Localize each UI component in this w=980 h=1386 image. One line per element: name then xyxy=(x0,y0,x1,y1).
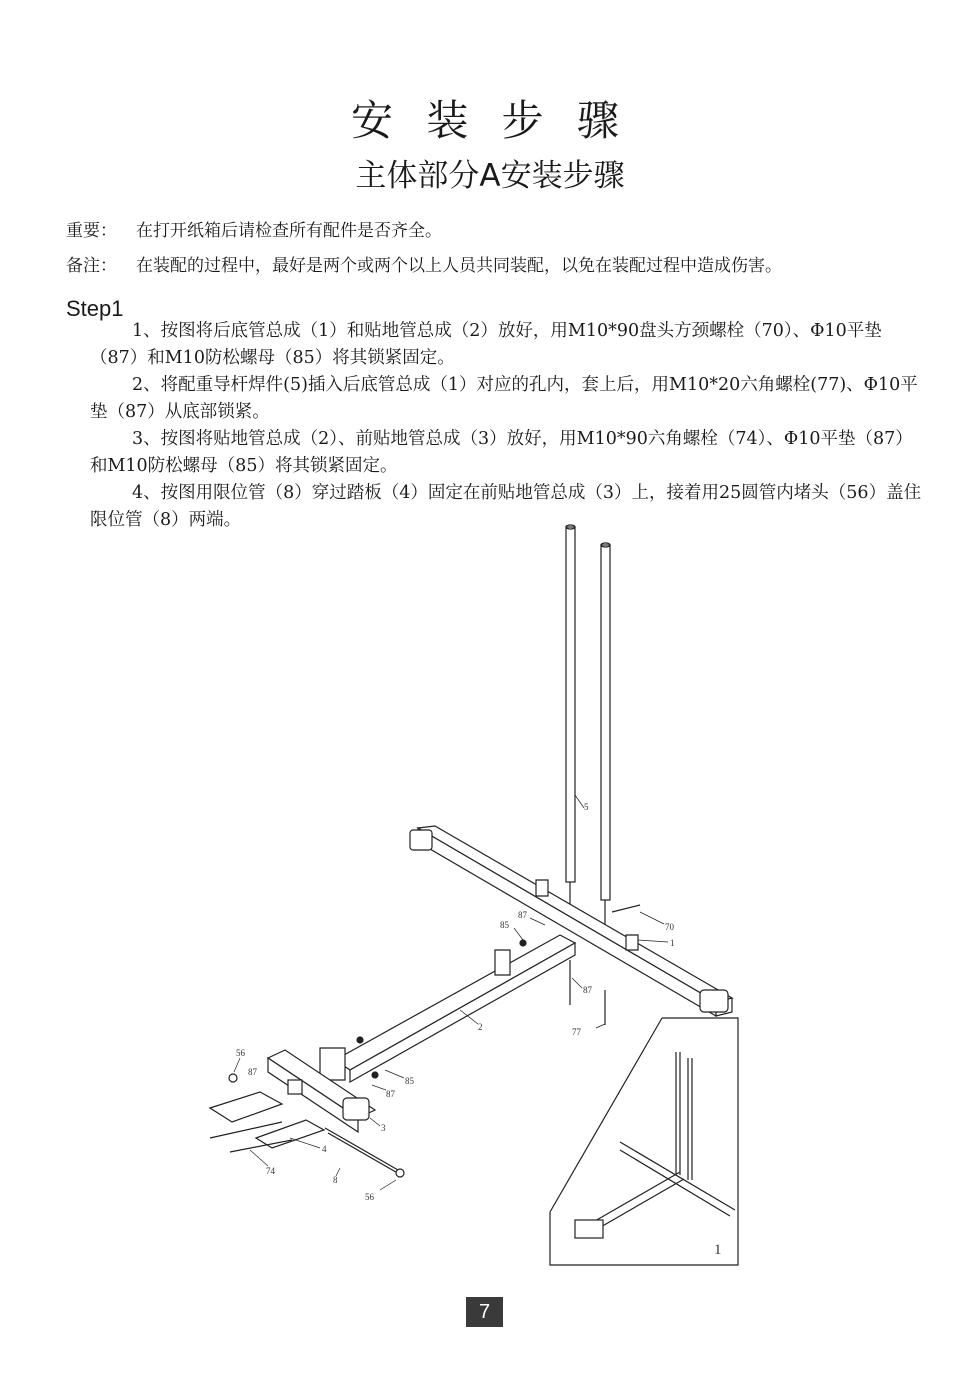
step-label: Step1 xyxy=(66,296,124,321)
overview-inset xyxy=(550,1018,738,1265)
floor-tube-drawing xyxy=(320,935,575,1082)
label-56-b: 56 xyxy=(365,1192,374,1202)
label-8: 8 xyxy=(333,1175,338,1185)
guide-rods-drawing xyxy=(566,525,610,930)
label-2: 2 xyxy=(478,1022,483,1032)
instruction-2: 2、将配重导杆焊件(5)插入后底管总成（1）对应的孔内，套上后，用M10*20六角螺栓(77)、Φ10平垫（87）从底部锁紧。 xyxy=(90,375,918,422)
instruction-1: 1、按图将后底管总成（1）和贴地管总成（2）放好，用M10*90盘头方颈螺栓（70）、Φ10平垫（87）和M10防松螺母（85）将其锁紧固定。 xyxy=(90,321,882,368)
instruction-4: 4、按图用限位管（8）穿过踏板（4）固定在前贴地管总成（3）上，接着用25圆管内堵头（56）盖住限位管（8）两端。 xyxy=(90,483,922,530)
section-subtitle: 主体部分A安装步骤 xyxy=(355,158,625,194)
label-1: 1 xyxy=(670,938,675,948)
inset-label: 1 xyxy=(714,1242,722,1258)
label-87-c: 87 xyxy=(386,1089,395,1099)
remark-text: 在装配的过程中，最好是两个或两个以上人员共同装配，以免在装配过程中造成伤害。 xyxy=(136,256,782,276)
remark-label: 备注： xyxy=(66,256,117,276)
label-87-b: 87 xyxy=(583,985,592,995)
assembly-diagram xyxy=(0,515,980,1285)
label-70: 70 xyxy=(665,922,674,932)
label-85-b: 85 xyxy=(405,1076,414,1086)
label-4: 4 xyxy=(322,1144,327,1154)
important-note xyxy=(66,216,442,241)
label-74: 74 xyxy=(266,1166,275,1176)
important-text: 在打开纸箱后请检查所有配件是否齐全。 xyxy=(136,221,442,241)
label-56-a: 56 xyxy=(236,1048,245,1058)
label-77: 77 xyxy=(572,1027,581,1037)
pedals-drawing xyxy=(210,1092,324,1148)
important-label: 重要： xyxy=(66,221,117,241)
page-number: 7 xyxy=(466,1297,503,1327)
label-5: 5 xyxy=(584,802,589,812)
label-87-a: 87 xyxy=(518,910,527,920)
remark-note xyxy=(66,251,782,276)
label-85-a: 85 xyxy=(500,920,509,930)
label-87-d: 87 xyxy=(248,1067,257,1077)
instruction-3: 3、按图将贴地管总成（2）、前贴地管总成（3）放好，用M10*90六角螺栓（74）、Φ10平垫（87）和M10防松螺母（85）将其锁紧固定。 xyxy=(90,429,913,476)
label-3: 3 xyxy=(381,1123,386,1133)
instructions xyxy=(90,318,930,534)
page-title: 安 装 步 骤 xyxy=(350,96,630,145)
